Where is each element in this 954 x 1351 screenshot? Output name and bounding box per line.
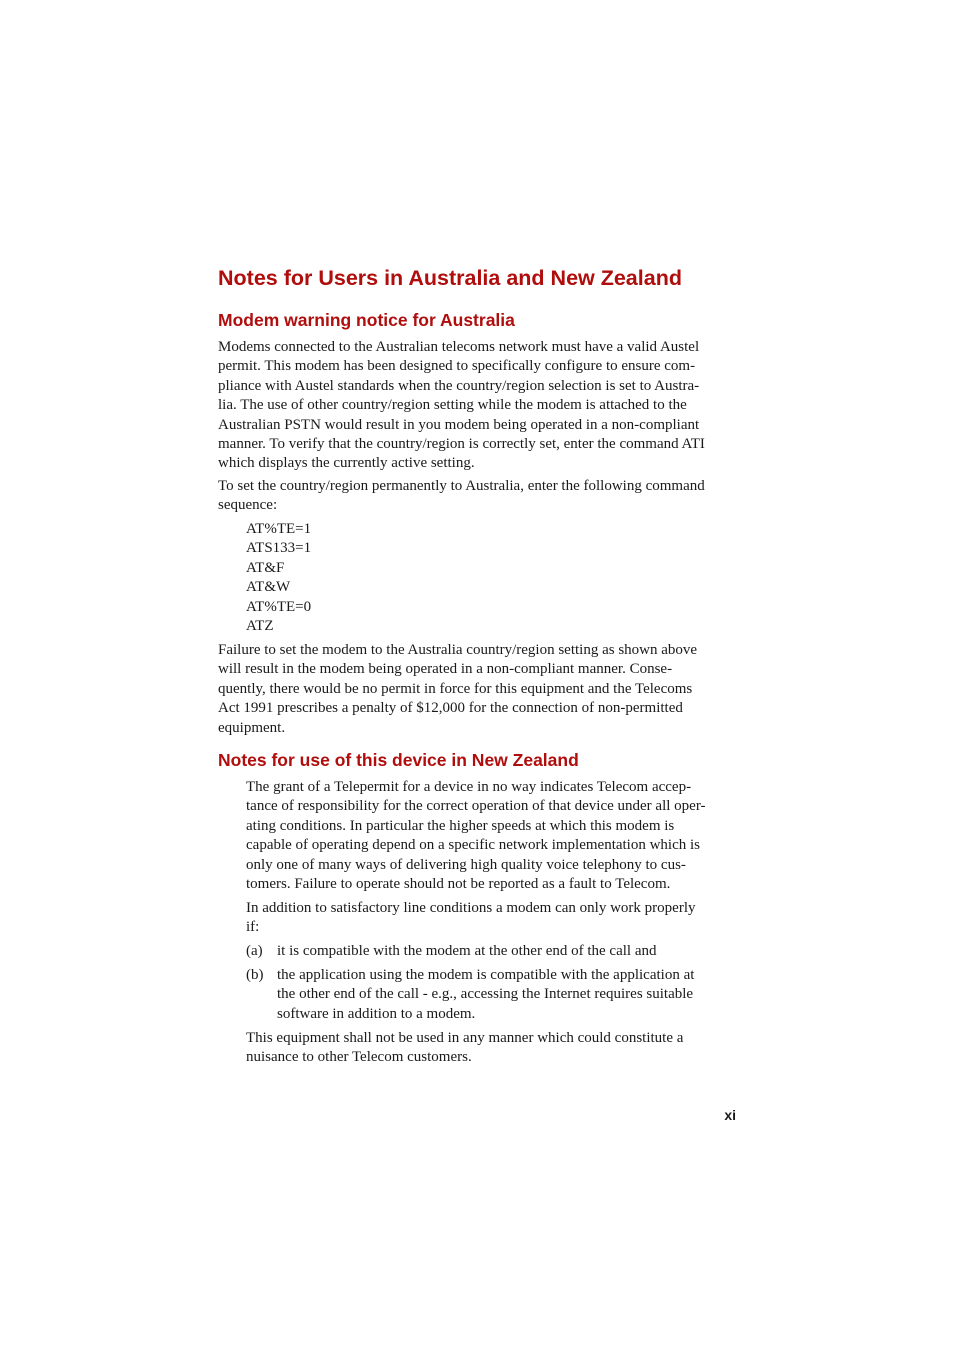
text-line: In addition to satisfactory line conditions a modem can only work properly <box>246 900 696 916</box>
command-line: AT&F <box>246 559 285 576</box>
list-item-label-b: (b) <box>246 967 264 983</box>
text-line: ating conditions. In particular the higher speeds at which this modem is <box>246 817 675 834</box>
text-line: nuisance to other Telecom customers. <box>246 1049 472 1066</box>
text-line: only one of many ways of delivering high quality voice telephony to cus- <box>246 856 686 873</box>
nz-paragraph-2 <box>246 899 695 938</box>
command-line: AT%TE=0 <box>246 598 312 615</box>
nz-paragraph-1 <box>246 778 706 894</box>
list-item-b <box>277 966 694 1024</box>
text-line: tance of responsibility for the correct operation of that device under all oper- <box>246 798 706 815</box>
text-line: permit. This modem has been designed to specifically configure to ensure com- <box>218 358 696 375</box>
command-line: AT%TE=1 <box>246 521 312 537</box>
text-line: the other end of the call - e.g., accessing the Internet requires suitable <box>277 986 694 1003</box>
text-line: To set the country/region permanently to Australia, enter the following command <box>218 478 705 494</box>
text-line: Australian PSTN would result in you modem being operated in a non-compliant <box>218 416 700 433</box>
text-line: the application using the modem is compatible with the application at <box>277 967 695 983</box>
text-line: equipment. <box>218 719 286 736</box>
text-line: tomers. Failure to operate should not be reported as a fault to Telecom. <box>246 876 671 893</box>
text-line: lia. The use of other country/region setting while the modem is attached to the <box>218 397 687 414</box>
page-number: xi <box>724 1107 736 1123</box>
section-heading-new-zealand: Notes for use of this device in New Zealand <box>218 750 579 770</box>
text-line: This equipment shall not be used in any manner which could constitute a <box>246 1030 684 1046</box>
text-line: will result in the modem being operated in a non-compliant manner. Conse- <box>218 661 673 678</box>
text-line: Act 1991 prescribes a penalty of $12,000 for the connection of non-permitted <box>218 700 683 717</box>
text-line: capable of operating depend on a specific network implementation which is <box>246 837 701 854</box>
text-line: pliance with Austel standards when the country/region selection is set to Austra- <box>218 377 700 394</box>
command-line: AT&W <box>246 579 291 596</box>
section-heading-australia: Modem warning notice for Australia <box>218 310 515 330</box>
list-item-label-a: (a) <box>246 943 263 959</box>
command-sequence <box>246 520 311 636</box>
australia-paragraph-3 <box>218 641 697 738</box>
list-item-a <box>277 942 656 961</box>
text-line: manner. To verify that the country/region is correctly set, enter the command ATI <box>218 436 705 453</box>
text-line: Modems connected to the Australian telecoms network must have a valid Austel <box>218 339 700 355</box>
page-title: Notes for Users in Australia and New Zealand <box>218 266 682 290</box>
australia-paragraph-1 <box>218 338 705 474</box>
text-line: Failure to set the modem to the Australia country/region setting as shown above <box>218 642 698 658</box>
text-line: quently, there would be no permit in force for this equipment and the Telecoms <box>218 680 693 697</box>
text-line: software in addition to a modem. <box>277 1005 476 1022</box>
australia-paragraph-2 <box>218 477 705 516</box>
text-line: it is compatible with the modem at the other end of the call and <box>277 943 657 959</box>
nz-paragraph-3 <box>246 1029 683 1068</box>
command-line: ATZ <box>246 618 274 635</box>
text-line: The grant of a Telepermit for a device in no way indicates Telecom accep- <box>246 779 692 795</box>
text-line: if: <box>246 919 260 936</box>
text-line: sequence: <box>218 497 278 514</box>
command-line: ATS133=1 <box>246 540 312 557</box>
text-line: which displays the currently active setting. <box>218 455 475 472</box>
